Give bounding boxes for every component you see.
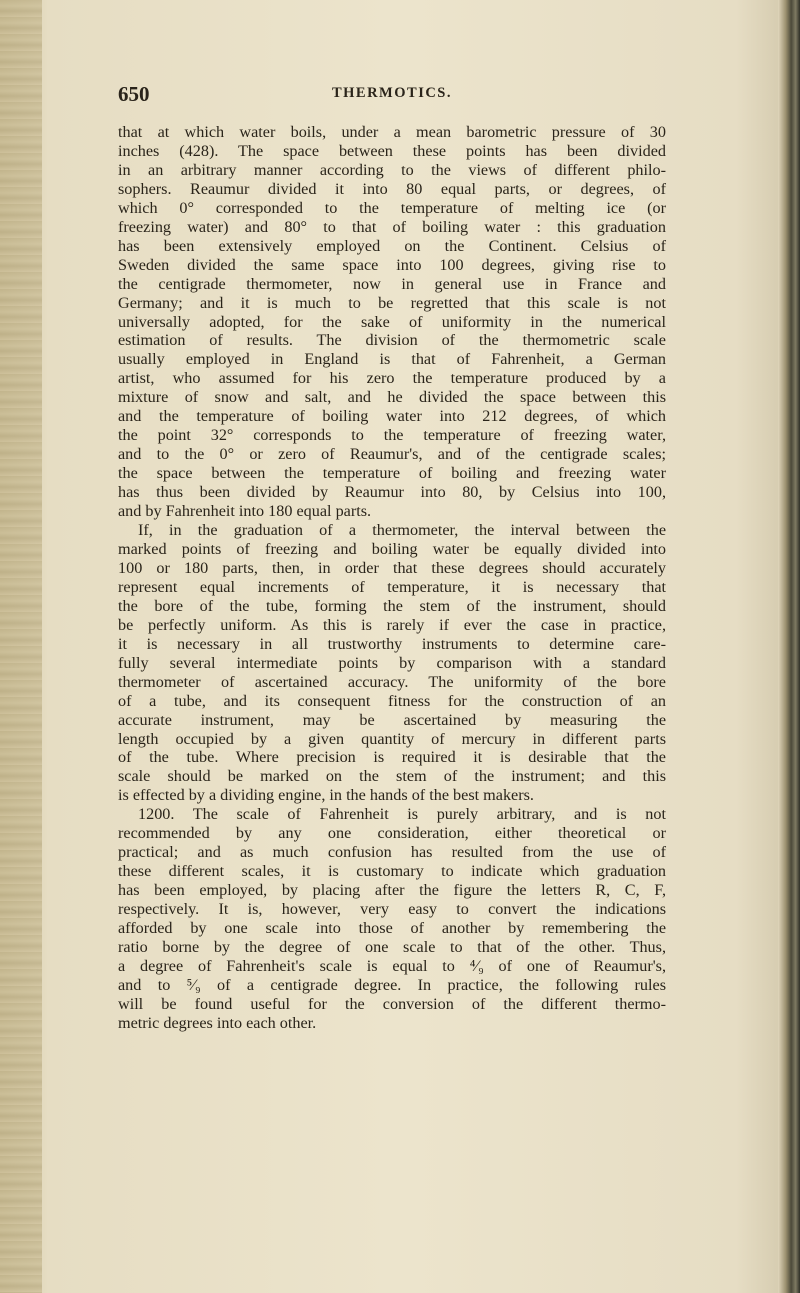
text-line: that at which water boils, under a mean barometric pressure of 30 bbox=[118, 123, 666, 141]
text-line: ratio borne by the degree of one scale to that of the other. Thus, bbox=[118, 937, 666, 956]
text-line: and to the 0° or zero of Reaumur's, and of the centigrade scales; bbox=[118, 445, 666, 464]
text-line: practical; and as much confusion has resulted from the use of bbox=[118, 843, 666, 862]
text-line: in an arbitrary manner according to the views of different philo- bbox=[118, 160, 666, 179]
paragraph bbox=[118, 123, 666, 521]
text-line: Germany; and it is much to be regretted that this scale is not bbox=[118, 293, 666, 312]
text-line: it is necessary in all trustworthy instruments to determine care- bbox=[118, 634, 666, 653]
text-line: 100 or 180 parts, then, in order that these degrees should accurately bbox=[118, 558, 666, 577]
text-line: thermometer of ascertained accuracy. The uniformity of the bore bbox=[118, 672, 666, 691]
facing-page-edge bbox=[0, 0, 42, 1293]
book-binding-edge bbox=[778, 0, 800, 1293]
text-line: marked points of freezing and boiling water be equally divided into bbox=[118, 539, 666, 558]
running-head: THERMOTICS. bbox=[331, 85, 453, 101]
text-line: is effected by a dividing engine, in the hands of the best makers. bbox=[118, 786, 534, 805]
text-line: usually employed in England is that of Fahrenheit, a German bbox=[118, 350, 666, 369]
text-line: If, in the graduation of a thermometer, the interval between the bbox=[138, 521, 666, 540]
text-line: which 0° corresponded to the temperature of melting ice (or bbox=[118, 198, 666, 217]
text-line: the point 32° corresponds to the temperature of freezing water, bbox=[118, 426, 666, 445]
text-line: fully several intermediate points by comparison with a standard bbox=[118, 653, 666, 672]
text-line: metric degrees into each other. bbox=[118, 1013, 317, 1032]
body-text bbox=[118, 123, 666, 1033]
text-line: the space between the temperature of boiling and freezing water bbox=[118, 464, 666, 483]
text-line: respectively. It is, however, very easy to convert the indications bbox=[118, 900, 666, 919]
text-line: mixture of snow and salt, and he divided the space between this bbox=[118, 388, 666, 407]
text-line: inches (428). The space between these points has been divided bbox=[118, 141, 666, 160]
text-line: sophers. Reaumur divided it into 80 equal parts, or degrees, of bbox=[118, 179, 666, 198]
page-header bbox=[118, 82, 666, 112]
text-line: a degree of Fahrenheit's scale is equal to ⁴⁄₉ of one of Reaumur's, bbox=[118, 956, 666, 975]
text-line: has been employed, by placing after the figure the letters R, C, F, bbox=[118, 881, 666, 900]
text-line: the centigrade thermometer, now in general use in France and bbox=[118, 274, 666, 293]
text-line: estimation of results. The division of the thermometric scale bbox=[118, 331, 666, 350]
text-line: artist, who assumed for his zero the temperature produced by a bbox=[118, 369, 666, 388]
text-line: freezing water) and 80° to that of boiling water : this graduation bbox=[118, 217, 666, 236]
paragraph bbox=[118, 521, 666, 805]
text-line: has thus been divided by Reaumur into 80, by Celsius into 100, bbox=[118, 483, 666, 502]
text-line: 1200. The scale of Fahrenheit is purely arbitrary, and is not bbox=[138, 805, 666, 824]
text-line: has been extensively employed on the Continent. Celsius of bbox=[118, 236, 666, 255]
text-line: represent equal increments of temperature, it is necessary that bbox=[118, 577, 666, 596]
text-line: length occupied by a given quantity of mercury in different parts bbox=[118, 729, 666, 748]
text-line: and by Fahrenheit into 180 equal parts. bbox=[118, 502, 372, 521]
paragraph bbox=[118, 805, 666, 1032]
text-line: these different scales, it is customary to indicate which graduation bbox=[118, 862, 666, 881]
text-line: of a tube, and its consequent fitness for the construction of an bbox=[118, 691, 666, 710]
text-line: afforded by one scale into those of another by remembering the bbox=[118, 919, 666, 938]
text-line: will be found useful for the conversion of the different thermo- bbox=[118, 994, 666, 1013]
text-line: and the temperature of boiling water into 212 degrees, of which bbox=[118, 407, 666, 426]
text-line: be perfectly uniform. As this is rarely if ever the case in practice, bbox=[118, 615, 666, 634]
text-line: the bore of the tube, forming the stem of the instrument, should bbox=[118, 596, 666, 615]
text-line: accurate instrument, may be ascertained by measuring the bbox=[118, 710, 666, 729]
text-line: and to ⁵⁄₉ of a centigrade degree. In practice, the following rules bbox=[118, 975, 666, 994]
text-line: scale should be marked on the stem of the instrument; and this bbox=[118, 767, 666, 786]
text-line: of the tube. Where precision is required it is desirable that the bbox=[118, 748, 666, 767]
text-line: recommended by any one consideration, either theoretical or bbox=[118, 824, 666, 843]
text-line: universally adopted, for the sake of uniformity in the numerical bbox=[118, 312, 666, 331]
text-line: Sweden divided the same space into 100 degrees, giving rise to bbox=[118, 255, 666, 274]
page-number: 650 bbox=[118, 82, 150, 106]
